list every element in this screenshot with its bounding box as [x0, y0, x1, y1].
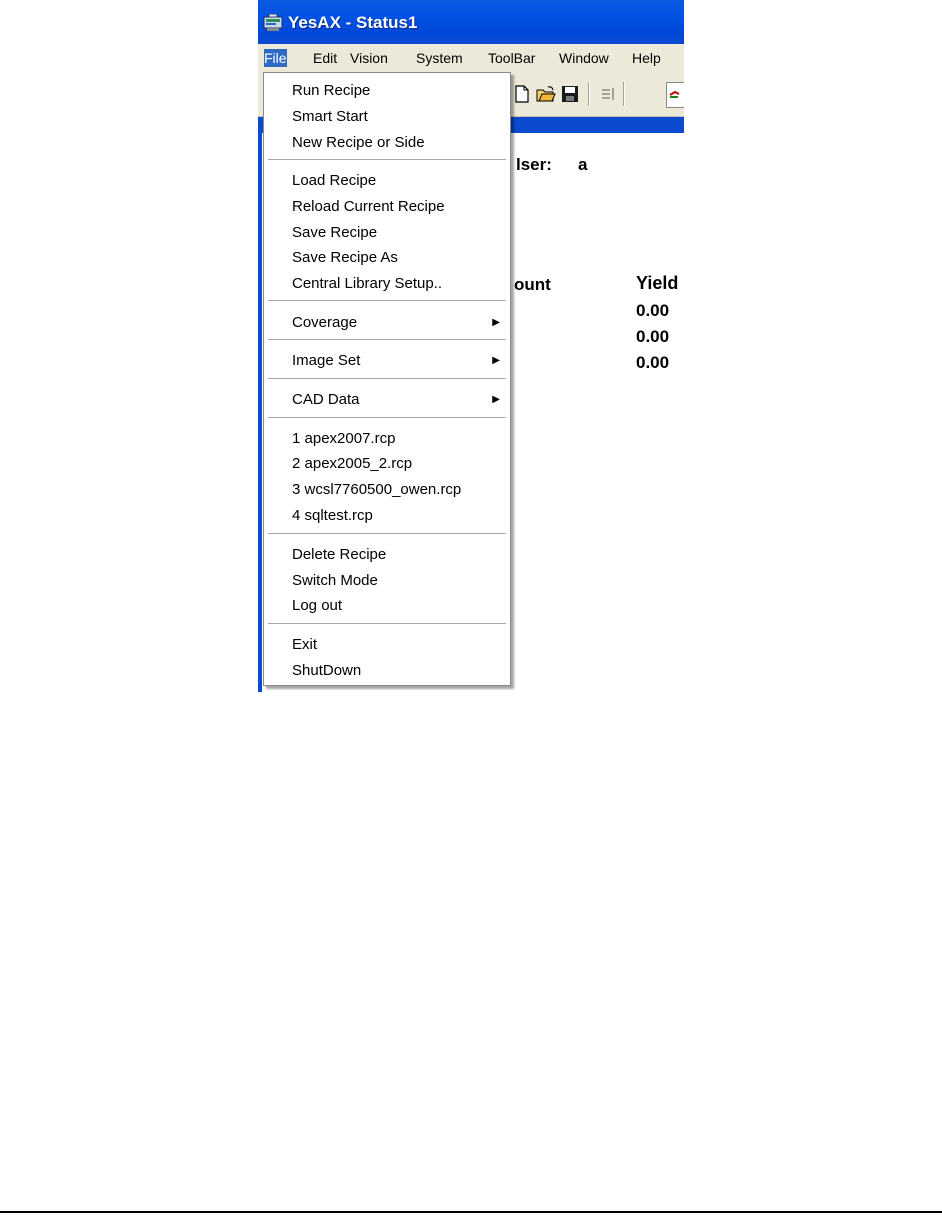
- menu-item-run-recipe[interactable]: Run Recipe: [292, 82, 371, 99]
- menu-window[interactable]: Window: [559, 50, 609, 66]
- toolbar-separator: [623, 82, 625, 106]
- yield-value: 0.00: [636, 327, 670, 346]
- yield-value: 0.00: [636, 301, 670, 320]
- menu-separator: [268, 159, 506, 161]
- menu-item-new-recipe-or-side[interactable]: New Recipe or Side: [292, 134, 425, 151]
- menu-separator: [268, 623, 506, 625]
- new-document-icon[interactable]: [512, 84, 532, 104]
- disabled-tool-icon[interactable]: [598, 84, 618, 104]
- menu-item-coverage[interactable]: Coverage ▶: [264, 310, 510, 336]
- menu-item-cad-data[interactable]: CAD Data ▶: [264, 387, 510, 413]
- menu-item-shutdown[interactable]: ShutDown: [292, 662, 362, 679]
- submenu-arrow-icon: ▶: [492, 355, 500, 366]
- submenu-arrow-icon: ▶: [492, 394, 500, 405]
- menu-bar: [258, 44, 684, 72]
- menu-toolbar[interactable]: ToolBar: [488, 50, 536, 66]
- menu-item-log-out[interactable]: Log out: [292, 597, 343, 614]
- count-header: ount: [514, 275, 551, 294]
- menu-item-switch-mode[interactable]: Switch Mode: [292, 572, 378, 589]
- menu-item-exit[interactable]: Exit: [292, 636, 318, 653]
- file-menu-dropdown: [263, 72, 511, 686]
- menu-file[interactable]: File: [264, 50, 287, 66]
- menu-edit[interactable]: Edit: [313, 50, 338, 66]
- menu-item-smart-start[interactable]: Smart Start: [292, 108, 368, 125]
- menu-item-reload-current-recipe[interactable]: Reload Current Recipe: [292, 198, 445, 215]
- menu-separator: [268, 339, 506, 341]
- save-disk-icon[interactable]: [560, 84, 580, 104]
- user-label: lser:: [516, 155, 552, 174]
- menu-separator: [268, 417, 506, 419]
- chart-icon[interactable]: [666, 82, 684, 108]
- app-window-icon[interactable]: [263, 14, 283, 32]
- menu-separator: [268, 378, 506, 380]
- menu-item-central-library-setup[interactable]: Central Library Setup..: [292, 275, 443, 292]
- menu-item-recent-file[interactable]: 4 sqltest.rcp: [292, 507, 373, 524]
- menu-system[interactable]: System: [416, 50, 463, 66]
- menu-separator: [268, 300, 506, 302]
- menu-help[interactable]: Help: [632, 50, 661, 66]
- window-title: YesAX - Status1: [288, 13, 418, 32]
- yield-value: 0.00: [636, 353, 670, 372]
- title-bar[interactable]: [258, 0, 684, 44]
- submenu-arrow-icon: ▶: [492, 317, 500, 328]
- toolbar-separator: [588, 82, 590, 106]
- menu-item-delete-recipe[interactable]: Delete Recipe: [292, 546, 387, 563]
- menu-separator: [268, 533, 506, 535]
- menu-item-save-recipe-as[interactable]: Save Recipe As: [292, 249, 398, 266]
- user-value: a: [578, 155, 588, 174]
- menu-item-save-recipe[interactable]: Save Recipe: [292, 224, 378, 241]
- menu-item-load-recipe[interactable]: Load Recipe: [292, 172, 377, 189]
- open-folder-icon[interactable]: [536, 84, 556, 104]
- menu-item-recent-file[interactable]: 3 wcsl7760500_owen.rcp: [292, 481, 462, 498]
- menu-item-image-set[interactable]: Image Set ▶: [264, 348, 510, 374]
- page-bottom-rule: [0, 1211, 942, 1213]
- menu-vision[interactable]: Vision: [350, 50, 388, 66]
- yield-header: Yield: [636, 273, 679, 293]
- menu-item-recent-file[interactable]: 2 apex2005_2.rcp: [292, 455, 413, 472]
- menu-item-recent-file[interactable]: 1 apex2007.rcp: [292, 430, 396, 447]
